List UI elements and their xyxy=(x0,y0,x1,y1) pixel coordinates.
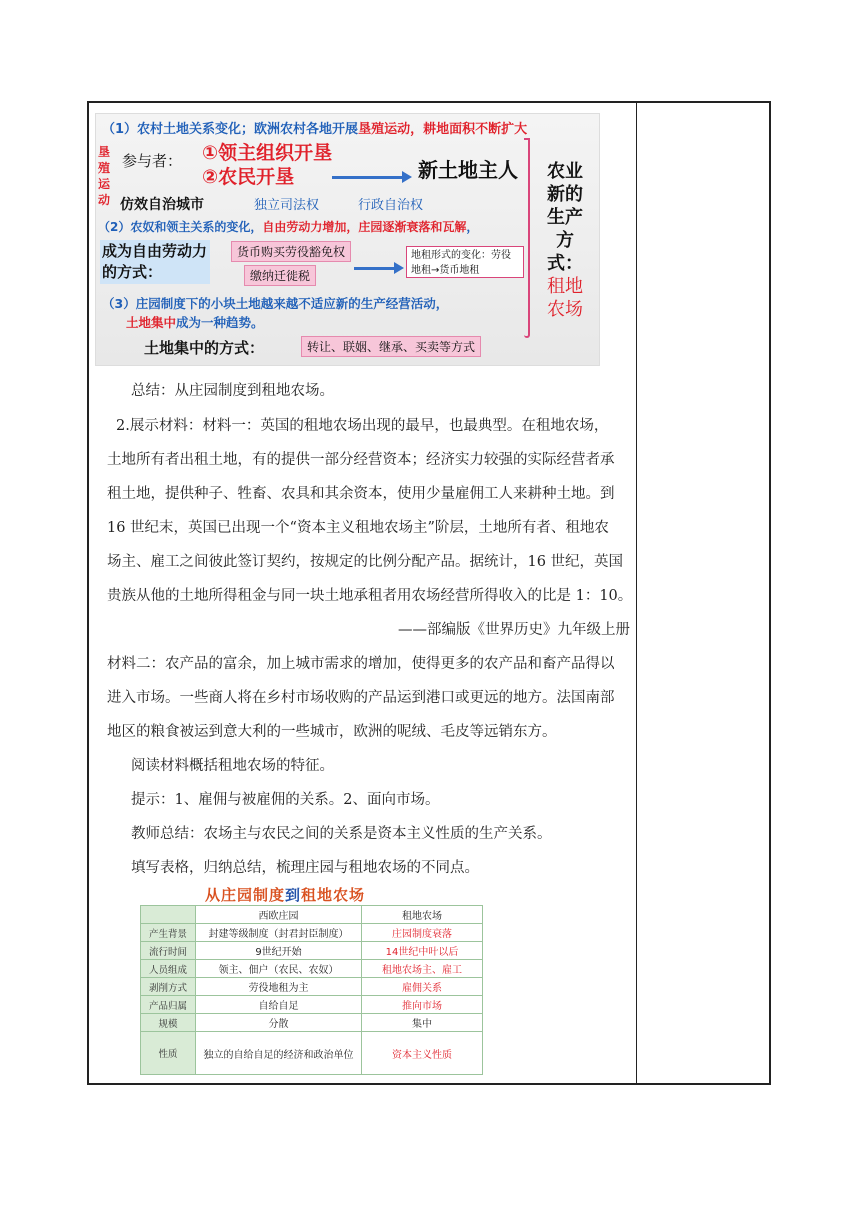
row-cell-a: 领主、佃户（农民、农奴） xyxy=(196,960,362,978)
row-cell-a: 分散 xyxy=(196,1014,362,1032)
table-row xyxy=(141,924,483,942)
comparison-title-a: 从庄园制度 xyxy=(205,886,286,904)
row-cell-b: 庄园制度衰落 xyxy=(362,924,483,942)
new-owner-label: 新土地主人 xyxy=(418,158,518,182)
vertical-label: 垦殖运动 xyxy=(98,145,111,207)
row-cell-a: 自给自足 xyxy=(196,996,362,1014)
column-divider xyxy=(636,101,637,1085)
table-row xyxy=(141,996,483,1014)
free-labor-title: 成为自由劳动力的方式： xyxy=(100,240,210,284)
material1-line2: 土地所有者出租土地，有的提供一部分经营资本；经济实力较强的实际经营者承 xyxy=(107,452,615,468)
slide-line1-c: ，耕地面积不断扩大 xyxy=(410,122,528,137)
slide-line-1 xyxy=(102,118,527,137)
slide-line3-b: 土地集中 xyxy=(126,315,177,330)
participants-label: 参与者： xyxy=(122,152,183,170)
row-header: 人员组成 xyxy=(141,960,196,978)
row-cell-a: 9世纪开始 xyxy=(196,942,362,960)
way-1: 货币购买劳役豁免权 xyxy=(231,241,351,262)
question-text: 阅读材料概括租地农场的特征。 xyxy=(131,758,334,774)
row-cell-b: 推向市场 xyxy=(362,996,483,1014)
row-header: 剥削方式 xyxy=(141,978,196,996)
slide-line1-num: （1） xyxy=(102,122,138,137)
material1-line4: 16 世纪末，英国已出现一个“资本主义租地农场主”阶层，土地所有者、租地农 xyxy=(107,520,609,536)
row-cell-b: 租地农场主、雇工 xyxy=(362,960,483,978)
slide-line-2 xyxy=(98,218,478,235)
row-cell-a: 劳役地租为主 xyxy=(196,978,362,996)
arrow-line-2 xyxy=(354,267,396,270)
table-row xyxy=(141,978,483,996)
side-label-black: 农业新的生产方式： xyxy=(547,161,583,274)
row-cell-a: 封建等级制度（封君封臣制度） xyxy=(196,924,362,942)
concentration-label: 土地集中的方式： xyxy=(144,339,265,357)
slide-line-3 xyxy=(126,313,264,331)
city-item-1: 仿效自治城市 xyxy=(120,197,204,213)
material1-line1: 2.展示材料：材料一：英国的租地农场出现的最早，也最典型。在租地农场， xyxy=(116,418,609,434)
slide-line2-a: 农奴和领主关系的变化， xyxy=(130,220,263,234)
summary-text: 总结：从庄园制度到租地农场。 xyxy=(131,383,334,399)
comparison-title-c: 租地农场 xyxy=(301,886,366,904)
slide-line1-b: 垦殖运动 xyxy=(358,122,411,137)
row-header: 规模 xyxy=(141,1014,196,1032)
city-item-3: 行政自治权 xyxy=(358,198,424,213)
side-label-red: 租地农场 xyxy=(547,276,583,320)
row-cell-b: 集中 xyxy=(362,1014,483,1032)
way-2: 缴纳迁徙税 xyxy=(244,265,316,286)
material1-line6: 贵族从他的土地所得租金与同一块土地承租者用农场经营所得收入的比是 1：10。 xyxy=(107,588,633,604)
row-cell-a: 独立的自给自足的经济和政治单位 xyxy=(196,1032,362,1075)
row-header: 产生背景 xyxy=(141,924,196,942)
concentration-ways: 转让、联姻、继承、买卖等方式 xyxy=(301,336,481,357)
task-text: 填写表格，归纳总结，梳理庄园与租地农场的不同点。 xyxy=(131,860,479,876)
material2-line3: 地区的粮食被运到意大利的一些城市，欧洲的呢绒、毛皮等远销东方。 xyxy=(107,724,557,740)
row-cell-b: 雇佣关系 xyxy=(362,978,483,996)
slide-line3-c: 成为一种趋势。 xyxy=(176,315,264,330)
header-col1: 西欧庄园 xyxy=(196,906,362,924)
arrow-line-1 xyxy=(332,176,404,179)
arrow-head-1 xyxy=(402,171,412,183)
teacher-summary: 教师总结：农场主与农民之间的关系是资本主义性质的生产关系。 xyxy=(131,826,552,842)
comparison-title-b: 到 xyxy=(285,886,302,904)
lesson-slide-image xyxy=(95,113,600,366)
row-header: 性质 xyxy=(141,1032,196,1075)
slide-line2-b: 自由劳动力增加，庄园逐渐衰落和瓦解 xyxy=(262,220,467,234)
table-row xyxy=(141,942,483,960)
comparison-title xyxy=(205,884,365,905)
participant-2: ②农民开垦 xyxy=(202,166,295,188)
arrow-head-2 xyxy=(394,262,404,274)
slide-line2-c: ， xyxy=(466,220,479,234)
row-cell-b: 资本主义性质 xyxy=(362,1032,483,1075)
material1-line3: 租土地，提供种子、牲畜、农具和其余资本，使用少量雇佣工人来耕种土地。到 xyxy=(107,486,615,502)
hint-text: 提示：1、雇佣与被雇佣的关系。2、面向市场。 xyxy=(131,792,440,808)
row-header: 产品归属 xyxy=(141,996,196,1014)
row-cell-b: 14世纪中叶以后 xyxy=(362,942,483,960)
material2-line2: 进入市场。一些商人将在乡村市场收购的产品运到港口或更远的地方。法国南部 xyxy=(107,690,615,706)
header-blank xyxy=(141,906,196,924)
table-header-row xyxy=(141,906,483,924)
row-header: 流行时间 xyxy=(141,942,196,960)
rent-change-box: 地租形式的变化：劳役地租→货币地租 xyxy=(406,246,524,278)
material1-line5: 场主、雇工之间彼此签订契约，按规定的比例分配产品。据统计，16 世纪，英国 xyxy=(107,554,624,570)
header-col2: 租地农场 xyxy=(362,906,483,924)
table-row xyxy=(141,1032,483,1075)
material2-line1: 材料二：农产品的富余，加上城市需求的增加，使得更多的农产品和畜产品得以 xyxy=(107,656,615,672)
city-item-2: 独立司法权 xyxy=(254,198,320,213)
bracket-top xyxy=(524,138,530,338)
side-label xyxy=(540,160,590,321)
material1-source: ——部编版《世界历史》九年级上册 xyxy=(398,622,630,638)
table-row xyxy=(141,1014,483,1032)
slide-line-3a: （3）庄园制度下的小块土地越来越不适应新的生产经营活动， xyxy=(102,296,449,311)
slide-line1-a: 农村土地关系变化；欧洲农村各地开展 xyxy=(137,122,359,137)
participant-1: ①领主组织开垦 xyxy=(202,142,333,164)
comparison-table xyxy=(140,905,483,1075)
table-row xyxy=(141,960,483,978)
slide-line2-num: （2） xyxy=(98,220,131,234)
